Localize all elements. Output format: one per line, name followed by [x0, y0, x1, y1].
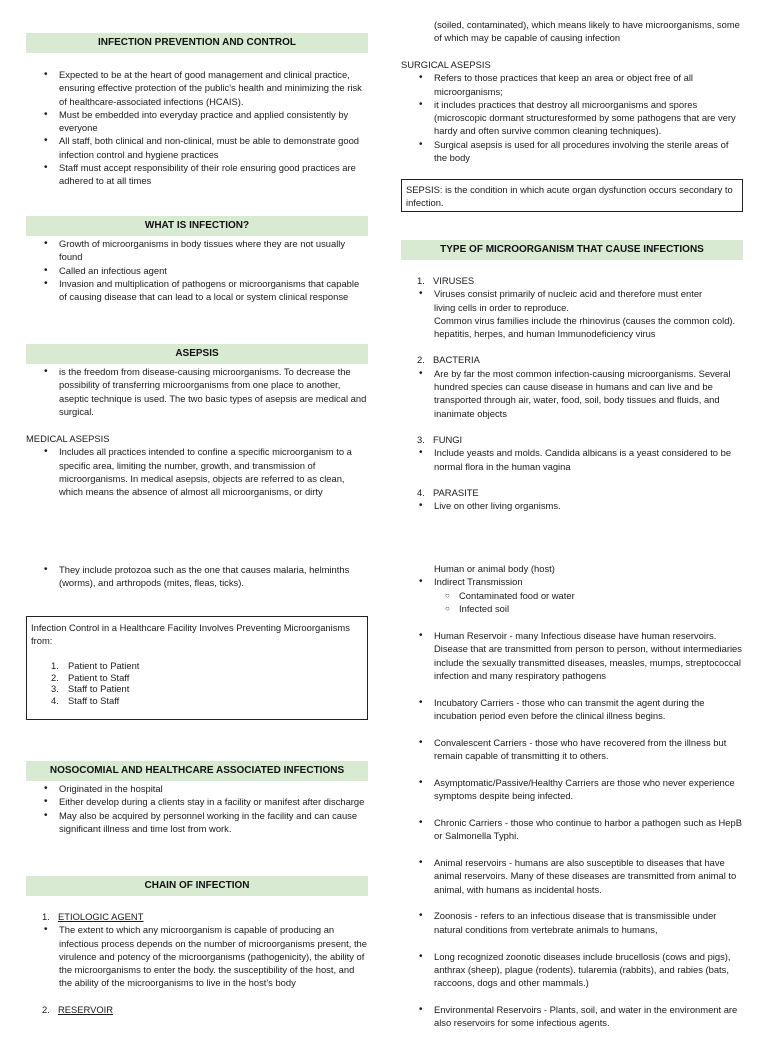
sepsis-box: SEPSIS: is the condition in which acute organ dysfunction occurs secondary to infection. — [401, 179, 743, 212]
list-item: • Viruses consist primarily of nucleic acid and therefore must enter living cells in order to reproduce. — [401, 287, 743, 314]
nosocomial-section — [26, 761, 368, 835]
microorganism-types-heading: TYPE OF MICROORGANISM THAT CAUSE INFECTIONS — [401, 240, 743, 260]
parasite-list — [401, 499, 743, 512]
list-item: • Surgical asepsis is used for all procedures involving the sterile areas of the body — [401, 138, 743, 165]
host-text: Human or animal body (host) — [434, 563, 555, 574]
list-item: 1. Patient to Patient — [51, 660, 140, 671]
list-item: • Human Reservoir - many Infectious disease have human reservoirs. Disease that are transmitted from person to person, without intermediaries include the sexually transmitted diseases, measles, mumps, streptococcal infection and many respiratory pathogens — [401, 629, 743, 682]
list-item: • Include yeasts and molds. Candida albicans is a yeast considered to be normal flora in the human vagina — [401, 446, 743, 473]
bacteria-heading: 2. BACTERIA — [417, 354, 480, 366]
list-item: • Are by far the most common infection-causing microorganisms. Several hundred species can cause disease in humans and can live and be transported through air, water, food, soil, body tissues and fluids, and inanimate objects — [401, 367, 743, 420]
list-item: • Refers to those practices that keep an area or object free of all microorganisms; — [401, 71, 743, 98]
list-item: • All staff, both clinical and non-clinical, must be able to demonstrate good infection control and hygiene practices — [26, 134, 368, 161]
list-item: • Incubatory Carriers - those who can transmit the agent during the incubation period even before the clinical illness begins. — [401, 696, 743, 723]
ipc-section — [26, 33, 368, 188]
reservoir-list — [401, 629, 743, 1043]
list-item: • Convalescent Carriers - those who have recovered from the illness but remain capable of transmitting it to others. — [401, 736, 743, 763]
viruses-list — [401, 287, 743, 314]
list-item: • Chronic Carriers - those who continue to harbor a pathogen such as HepB or Salmonella Typhi. — [401, 816, 743, 843]
medical-asepsis-label: MEDICAL ASEPSIS — [26, 433, 110, 445]
nosocomial-heading: NOSOCOMIAL AND HEALTHCARE ASSOCIATED INFECTIONS — [26, 761, 368, 781]
list-item: ○ Contaminated food or water — [401, 589, 743, 602]
soiled-text: (soiled, contaminated), which means likely to have microorganisms, some of which may be capable of causing infection — [434, 19, 740, 44]
transmission-section — [401, 562, 743, 615]
list-item: • Expected to be at the heart of good management and clinical practice, ensuring effective protection of the public's health and minimizing the risk of healthcare-associated infections (HCAIS). — [26, 68, 368, 108]
asepsis-heading: ASEPSIS — [26, 344, 368, 364]
list-item: ○ Infected soil — [401, 602, 743, 615]
viruses-heading: 1. VIRUSES — [417, 275, 475, 286]
list-item: 3. Staff to Patient — [51, 683, 130, 694]
list-item: 4. Staff to Staff — [51, 694, 120, 706]
list-item: • They include protozoa such as the one that causes malaria, helminths (worms), and arthropods (mites, fleas, ticks). — [26, 563, 368, 590]
virus-families-text: Common virus families include the rhinovirus (causes the common cold). hepatitis, herpes, and human Immunodeficiency virus — [434, 314, 736, 340]
chain-section — [26, 876, 368, 1016]
ipc-list — [26, 68, 368, 188]
list-item: • is the freedom from disease-causing microorganisms. To decrease the possibility of transferring microorganisms from one place to another, aseptic technique is used. The two basic types of asepsis are medical and surgical. — [26, 365, 368, 418]
etiologic-agent-list — [26, 923, 368, 989]
surgical-asepsis-label: SURGICAL ASEPSIS — [401, 59, 491, 70]
fungi-heading: 3. FUNGI — [417, 433, 463, 445]
infection-control-box — [26, 616, 368, 720]
list-item: • Live on other living organisms. — [401, 499, 743, 512]
infection-list — [26, 237, 368, 303]
list-item: • Staff must accept responsibility of their role ensuring good practices are adhered to at all times — [26, 161, 368, 188]
asepsis-section — [26, 344, 368, 499]
indirect-transmission-sublist — [401, 589, 743, 616]
list-item: • The extent to which any microorganism is capable of producing an infectious process depends on the number of microorganisms present, the virulence and potency of the microorganisms (pathogenicity), the ability of the microorganisms to enter the body. the susceptibility of the host, and the ability of the microorganisms to live in the host's body — [26, 923, 368, 989]
surgical-asepsis-section — [401, 58, 743, 164]
list-item: 2. Patient to Staff — [51, 671, 130, 683]
fungi-list — [401, 446, 743, 473]
list-item: • May also be acquired by personnel working in the facility and can cause significant illness and time lost from work. — [26, 809, 368, 836]
ipc-heading: INFECTION PREVENTION AND CONTROL — [26, 33, 368, 53]
list-item: • Environmental Reservoirs - Plants, soil, and water in the environment are also reservoirs for some infectious agents. — [401, 1003, 743, 1030]
list-item: • Either develop during a clients stay in a facility or manifest after discharge — [26, 795, 368, 808]
parasite-heading: 4. PARASITE — [417, 486, 479, 498]
protozoa-list — [26, 563, 368, 590]
chain-heading: CHAIN OF INFECTION — [26, 876, 368, 896]
infection-control-intro: Infection Control in a Healthcare Facility Involves Preventing Microorganisms from: — [31, 622, 350, 646]
infection-section — [26, 216, 368, 303]
infection-control-list — [31, 660, 363, 706]
list-item: • Invasion and multiplication of pathogens or microorganisms that capable of causing disease that can lead to a local or system clinical response — [26, 277, 368, 304]
etiologic-agent-heading: 1. ETIOLOGIC AGENT — [42, 911, 144, 922]
list-item: • Must be embedded into everyday practice and applied consistently by everyone — [26, 108, 368, 135]
list-item: • Originated in the hospital — [26, 782, 368, 795]
list-item: • Animal reservoirs - humans are also susceptible to diseases that have animal reservoirs. Many of these diseases are transmitted from animal to animal, with humans as incidental hosts. — [401, 856, 743, 896]
list-item: • Long recognized zoonotic diseases include brucellosis (cows and pigs), anthrax (sheep), plague (rodents). tularemia (rabbits), and rabies (bats, raccoons, dogs and other mammals.) — [401, 950, 743, 990]
list-item: • Growth of microorganisms in body tissues where they are not usually found — [26, 237, 368, 264]
list-item: • Indirect Transmission — [401, 575, 743, 588]
list-item: • Asymptomatic/Passive/Healthy Carriers are those who never experience symptoms despite being infected. — [401, 776, 743, 803]
medical-asepsis-list — [26, 445, 368, 498]
asepsis-list — [26, 365, 368, 418]
list-item: • Zoonosis - refers to an infectious disease that is transmissible under natural conditions from vertebrate animals to humans, — [401, 909, 743, 936]
reservoir-heading: 2. RESERVOIR — [42, 1003, 114, 1015]
surgical-asepsis-list — [401, 71, 743, 164]
bacteria-list — [401, 367, 743, 420]
nosocomial-list — [26, 782, 368, 835]
list-item: • it includes practices that destroy all microorganisms and spores (microscopic dormant structuresformed by some pathogens that are very hardy and often survive common cleaning techniques). — [401, 98, 743, 138]
list-item: • Includes all practices intended to confine a specific microorganism to a specific area, limiting the number, growth, and transmission of microorganisms. In medical asepsis, objects are referred to as clean, which means the absence of almost all microorganisms, or dirty — [26, 445, 368, 498]
microorganism-types-section — [401, 240, 743, 512]
list-item: • Called an infectious agent — [26, 264, 368, 277]
infection-heading: WHAT IS INFECTION? — [26, 216, 368, 236]
indirect-transmission-list — [401, 575, 743, 588]
